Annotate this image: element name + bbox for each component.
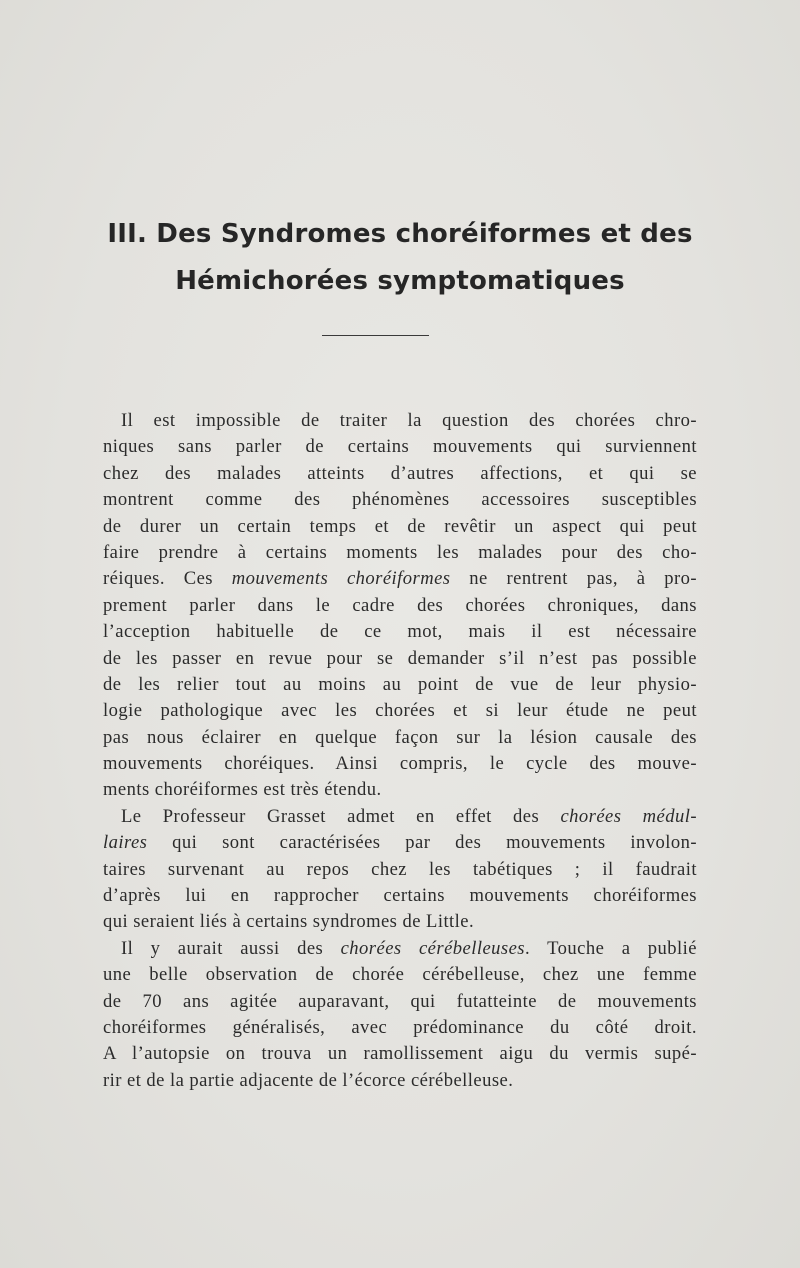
text-line xyxy=(103,1041,697,1067)
text-line xyxy=(103,830,697,856)
paragraph xyxy=(103,804,697,936)
text-segment: prement parler dans le cadre des chorées chroniques, dans xyxy=(103,594,697,616)
text-line xyxy=(103,487,697,513)
text-line xyxy=(103,461,697,487)
text-line xyxy=(103,698,697,724)
text-line xyxy=(103,593,697,619)
text-segment: qui sont caractérisées par des mouvements involon- xyxy=(147,832,697,854)
text-segment: Il est impossible de traiter la question des chorées chro- xyxy=(121,410,697,431)
text-segment: de 70 ans agitée auparavant, qui futatteinte de mouvements xyxy=(103,990,697,1012)
italic-term: chorées médul- xyxy=(560,805,697,827)
text-line xyxy=(103,566,697,592)
title-divider xyxy=(322,335,429,336)
text-segment: ments choréiformes est très étendu. xyxy=(103,779,382,801)
text-line xyxy=(103,909,697,935)
text-line xyxy=(103,857,697,883)
chapter-title-line-2: Hémichorées symptomatiques xyxy=(175,266,625,296)
text-segment: . Touche a publié xyxy=(524,937,697,959)
paragraph xyxy=(103,936,697,1094)
text-line xyxy=(103,434,697,460)
text-line xyxy=(103,725,697,751)
text-line xyxy=(103,646,697,672)
text-segment: qui seraient liés à certains syndromes de Little. xyxy=(103,911,475,933)
text-segment: l’acception habituelle de ce mot, mais il est nécessaire xyxy=(103,621,697,643)
text-segment: de les passer en revue pour se demander s’il n’est pas possible xyxy=(103,647,697,669)
text-segment: mouvements choréiques. Ainsi compris, le cycle des mouve- xyxy=(103,753,697,775)
chapter-title-line-1: III. Des Syndromes choréiformes et des xyxy=(107,219,693,249)
italic-term: chorées cérébelleuses xyxy=(340,937,525,959)
text-segment: A l’autopsie on trouva un ramollissement aigu du vermis supé- xyxy=(103,1043,697,1065)
text-line xyxy=(103,514,697,540)
text-segment: faire prendre à certains moments les malades pour des cho- xyxy=(103,541,697,563)
text-segment: chez des malades atteints d’autres affections, et qui se xyxy=(103,462,697,484)
text-segment: d’après lui en rapprocher certains mouvements choréiformes xyxy=(103,885,697,907)
text-line xyxy=(103,883,697,909)
italic-term: mouvements choréiformes xyxy=(231,568,451,590)
text-segment: taires survenant au repos chez les tabétiques ; il faudrait xyxy=(103,858,697,880)
italic-term: laires xyxy=(103,832,148,854)
text-segment: rir et de la partie adjacente de l’écorce cérébelleuse. xyxy=(103,1069,514,1091)
text-line xyxy=(103,540,697,566)
text-line xyxy=(103,751,697,777)
text-line xyxy=(103,619,697,645)
body-text xyxy=(103,408,697,1094)
text-segment: niques sans parler de certains mouvements qui surviennent xyxy=(103,436,697,458)
paragraph xyxy=(103,408,697,804)
text-segment: pas nous éclairer en quelque façon sur la lésion causale des xyxy=(103,726,697,748)
text-segment: une belle observation de chorée cérébelleuse, chez une femme xyxy=(103,964,697,986)
text-segment: de les relier tout au moins au point de vue de leur physio- xyxy=(103,673,697,695)
text-segment: logie pathologique avec les chorées et si leur étude ne peut xyxy=(103,700,697,722)
text-line xyxy=(103,804,697,830)
text-line xyxy=(103,1068,697,1094)
text-segment: ne rentrent pas, à pro- xyxy=(450,568,697,590)
text-segment: de durer un certain temps et de revêtir un aspect qui peut xyxy=(103,515,697,537)
text-line xyxy=(103,408,697,434)
text-segment: réiques. Ces xyxy=(103,568,232,590)
text-line xyxy=(103,777,697,803)
text-line xyxy=(103,989,697,1015)
text-segment: Il y aurait aussi des xyxy=(121,937,341,959)
text-line xyxy=(103,1015,697,1041)
text-segment: Le Professeur Grasset admet en effet des xyxy=(121,805,561,827)
text-line xyxy=(103,672,697,698)
text-segment: montrent comme des phénomènes accessoires susceptibles xyxy=(103,489,697,511)
text-line xyxy=(103,936,697,962)
text-segment: choréiformes généralisés, avec prédominance du côté droit. xyxy=(103,1016,697,1038)
text-line xyxy=(103,962,697,988)
